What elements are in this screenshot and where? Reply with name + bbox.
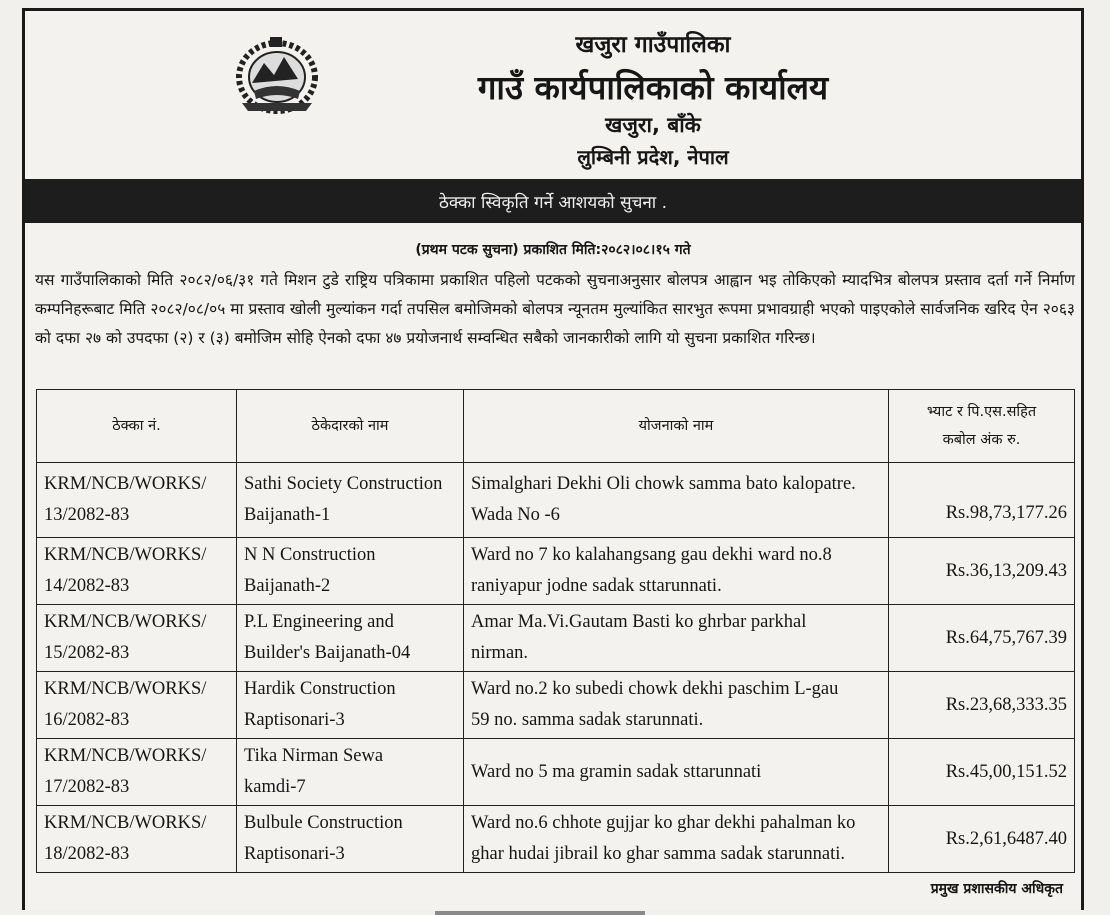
cell-project	[464, 806, 889, 873]
table-row	[37, 463, 1075, 538]
cell-contractor-line: Builder's Baijanath-04	[244, 643, 411, 663]
cell-contractor	[237, 739, 464, 806]
cell-amount	[889, 739, 1075, 806]
cell-contract-no	[37, 806, 237, 873]
cell-contractor	[237, 463, 464, 538]
cell-contract-no-line: KRM/NCB/WORKS/	[44, 545, 207, 565]
cell-amount-line: Rs.45,00,151.52	[945, 761, 1067, 782]
cell-contractor-line: P.L Engineering and	[244, 612, 394, 632]
province-name: लुम्बिनी प्रदेश, नेपाल	[577, 145, 729, 169]
cell-amount	[889, 605, 1075, 672]
cell-project	[464, 605, 889, 672]
cell-contract-no-line: KRM/NCB/WORKS/	[44, 746, 207, 766]
cell-contract-no	[37, 605, 237, 672]
cell-amount	[889, 463, 1075, 538]
table-row	[37, 806, 1075, 873]
cell-project-line: Amar Ma.Vi.Gautam Basti ko ghrbar parkhal	[471, 612, 807, 632]
header-amount-line2: कबोल अंक रु.	[942, 432, 1021, 448]
cell-contractor-line: kamdi-7	[244, 777, 306, 797]
table-row	[37, 672, 1075, 739]
cell-amount-line: Rs.23,68,333.35	[945, 694, 1067, 715]
cell-project	[464, 739, 889, 806]
cell-contractor-line: Bulbule Construction	[244, 813, 403, 833]
cell-project-line: Wada No -6	[471, 505, 560, 525]
cell-contract-no	[37, 538, 237, 605]
table-row	[37, 739, 1075, 806]
publication-date-line: (प्रथम पटक सुचना) प्रकाशित मिति:२०८२।०८।१५ गते	[415, 242, 691, 258]
cell-project-line: raniyapur jodne sadak sttarunnati.	[471, 576, 722, 596]
footer-divider	[435, 911, 645, 915]
cell-contract-no-line: 17/2082-83	[44, 777, 130, 797]
cell-contractor	[237, 672, 464, 739]
cell-contractor-line: Raptisonari-3	[244, 710, 345, 730]
notice-title: ठेक्का स्विकृति गर्ने आशयको सुचना .	[438, 192, 668, 213]
cell-project-line: Ward no 5 ma gramin sadak sttarunnati	[471, 761, 762, 782]
cell-contract-no	[37, 672, 237, 739]
municipality-name: खजुरा गाउँपालिका	[575, 32, 731, 58]
table-row	[37, 605, 1075, 672]
cell-project	[464, 463, 889, 538]
cell-amount	[889, 672, 1075, 739]
cell-amount-line: Rs.98,73,177.26	[945, 503, 1067, 523]
cell-contract-no	[37, 463, 237, 538]
notice-body: यस गाउँपालिकाको मिति २०८२/०६/३१ गते मिशन टुडे राष्ट्रिय पत्रिकामा प्रकाशित पहिलो पटकको सुचनाअनुसार बोलपत्र आह्वान भइ तोकिएको म्यादभित्र बोलपत्र प्रस्ताव दर्ता गर्ने निर्माण कम्पनिहरूबाट मिति २०८२/०८/०५ मा प्रस्ताव खोली मुल्यांकन गर्दा तपसिल बमोजिमको बोलपत्र न्यूनतम मुल्यांकित सारभुत रूपमा प्रभावग्राही भएको पाइएकोले सार्वजनिक खरिद ऐन २०६३ को दफा २७ को उपदफा (२) र (३) बमोजिम सोहि ऐनको दफा ४७ प्रयोजनार्थ सम्वन्धित सबैको जानकारीको लागि यो सुचना प्रकाशित गरिन्छ।	[35, 271, 1075, 347]
cell-amount-line: Rs.2,61,6487.40	[945, 828, 1067, 849]
cell-contractor-line: Hardik Construction	[244, 679, 396, 699]
cell-amount-line: Rs.36,13,209.43	[945, 560, 1067, 581]
header-amount-line1: भ्याट र पि.एस.सहित	[926, 404, 1037, 420]
cell-contractor-line: Baijanath-1	[244, 505, 331, 525]
cell-contractor-line: Sathi Society Construction	[244, 474, 443, 494]
header-contract-no: ठेक्का नं.	[37, 390, 237, 463]
cell-project	[464, 538, 889, 605]
cell-project-line: ghar hudai jibrail ko ghar samma sadak starunnati.	[471, 844, 846, 864]
cell-contract-no-line: 13/2082-83	[44, 505, 130, 525]
table-header-row	[37, 390, 1075, 463]
cell-contractor-line: Raptisonari-3	[244, 844, 345, 864]
cell-contractor	[237, 538, 464, 605]
cell-contract-no-line: 16/2082-83	[44, 710, 130, 730]
contracts-table	[36, 389, 1075, 873]
cell-contractor-line: Tika Nirman Sewa	[244, 746, 384, 766]
cell-project-line: 59 no. samma sadak starunnati.	[471, 710, 704, 730]
cell-amount-line: Rs.64,75,767.39	[945, 627, 1067, 648]
cell-contract-no-line: KRM/NCB/WORKS/	[44, 679, 207, 699]
cell-project-line: Simalghari Dekhi Oli chowk samma bato kalopatre.	[471, 474, 856, 494]
cell-contract-no-line: KRM/NCB/WORKS/	[44, 612, 207, 632]
cell-project-line: Ward no.6 chhote gujjar ko ghar dekhi pahalman ko	[471, 813, 856, 833]
signatory-title: प्रमुख प्रशासकीय अधिकृत	[930, 881, 1063, 897]
office-location: खजुरा, बाँके	[605, 113, 701, 137]
cell-project-line: Ward no.2 ko subedi chowk dekhi paschim L-gau	[471, 679, 839, 699]
cell-contractor-line: N N Construction	[244, 545, 376, 565]
cell-contract-no-line: KRM/NCB/WORKS/	[44, 474, 207, 494]
cell-project	[464, 672, 889, 739]
cell-contractor	[237, 605, 464, 672]
cell-contract-no	[37, 739, 237, 806]
cell-amount	[889, 806, 1075, 873]
cell-contract-no-line: KRM/NCB/WORKS/	[44, 813, 207, 833]
notice-page	[22, 8, 1084, 910]
cell-contract-no-line: 15/2082-83	[44, 643, 130, 663]
notice-title-banner	[25, 179, 1081, 223]
cell-project-line: nirman.	[471, 643, 529, 663]
cell-contract-no-line: 14/2082-83	[44, 576, 130, 596]
letterhead	[25, 11, 1081, 179]
cell-contractor	[237, 806, 464, 873]
header-amount	[889, 390, 1075, 463]
office-name: गाउँ कार्यपालिकाको कार्यालय	[477, 68, 829, 107]
header-project: योजनाको नाम	[464, 390, 889, 463]
header-contractor: ठेकेदारको नाम	[237, 390, 464, 463]
cell-contract-no-line: 18/2082-83	[44, 844, 130, 864]
cell-project-line: Ward no 7 ko kalahangsang gau dekhi ward no.8	[471, 545, 832, 565]
table-row	[37, 538, 1075, 605]
cell-contractor-line: Baijanath-2	[244, 576, 331, 596]
cell-amount	[889, 538, 1075, 605]
